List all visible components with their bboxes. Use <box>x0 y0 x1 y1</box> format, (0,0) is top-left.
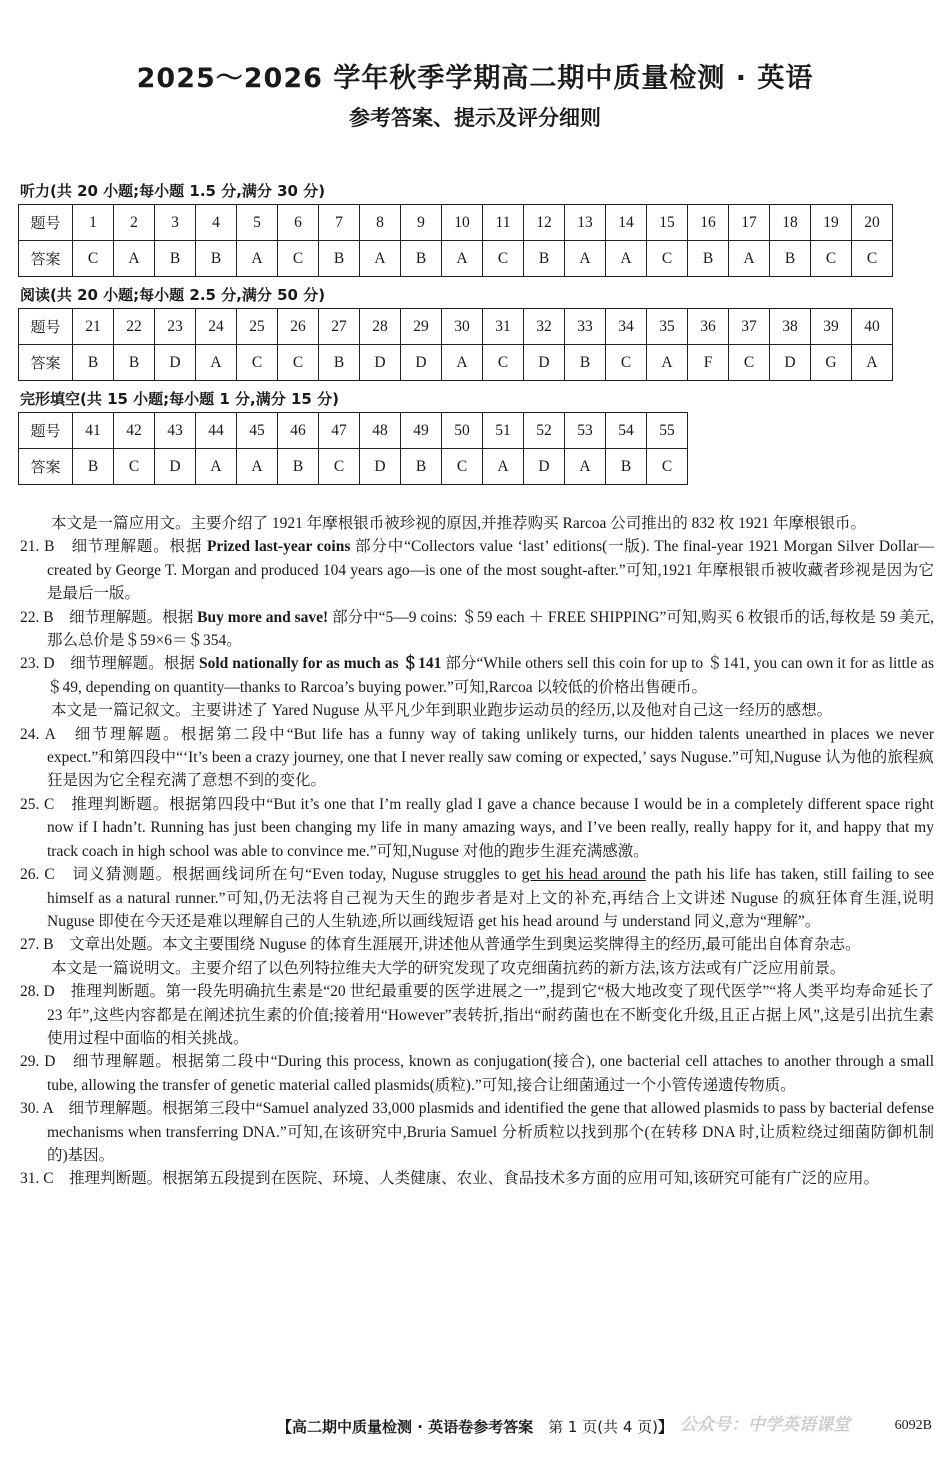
answer-cell: D <box>524 449 565 485</box>
question-number-cell: 6 <box>278 205 319 241</box>
question-number-cell: 17 <box>729 205 770 241</box>
question-number-cell: 43 <box>155 413 196 449</box>
question-number-cell: 5 <box>237 205 278 241</box>
answer-cell: C <box>729 345 770 381</box>
question-number-cell: 51 <box>483 413 524 449</box>
answer-cell: A <box>565 449 606 485</box>
bold-phrase: Prized last-year coins <box>206 538 351 556</box>
question-number-cell: 1 <box>73 205 114 241</box>
answer-cell: D <box>360 345 401 381</box>
answer-cell: A <box>360 241 401 277</box>
answer-cell: B <box>319 241 360 277</box>
answer-cell: A <box>237 449 278 485</box>
answer-cell: D <box>770 345 811 381</box>
answer-cell: C <box>647 241 688 277</box>
answer-cell: B <box>524 241 565 277</box>
answer-cell: C <box>278 241 319 277</box>
answer-cell: G <box>811 345 852 381</box>
question-number-cell: 11 <box>483 205 524 241</box>
answer-table-reading <box>18 308 893 381</box>
answer-cell: A <box>852 345 893 381</box>
answer-cell: B <box>606 449 647 485</box>
question-number-cell: 4 <box>196 205 237 241</box>
explanations <box>20 512 934 1191</box>
question-number-cell: 20 <box>852 205 893 241</box>
passage-intro-b: 本文是一篇记叙文。主要讲述了 Yared Nuguse 从平凡少年到职业跑步运动员的经历,以及他对自己这一经历的感想。 <box>51 702 833 720</box>
section-heading-reading: 阅读(共 20 小题;每小题 2.5 分,满分 50 分) <box>20 286 326 304</box>
answer-cell: C <box>73 241 114 277</box>
answer-cell: B <box>565 345 606 381</box>
answer-cell: C <box>319 449 360 485</box>
question-number-cell: 21 <box>73 309 114 345</box>
watermark: 公众号：中学英语课堂 <box>680 1415 850 1435</box>
row-label: 答案 <box>19 345 73 381</box>
answer-cell: B <box>688 241 729 277</box>
question-number-cell: 3 <box>155 205 196 241</box>
answer-cell: A <box>647 345 688 381</box>
answer-cell: C <box>811 241 852 277</box>
question-number-cell: 38 <box>770 309 811 345</box>
section-heading-listening: 听力(共 20 小题;每小题 1.5 分,满分 30 分) <box>20 182 326 200</box>
answer-cell: D <box>155 449 196 485</box>
question-number-cell: 41 <box>73 413 114 449</box>
question-number-cell: 16 <box>688 205 729 241</box>
question-number-cell: 7 <box>319 205 360 241</box>
question-number-cell: 42 <box>114 413 155 449</box>
page-subtitle: 参考答案、提示及评分细则 <box>349 106 601 130</box>
explanation-29: 29. D 细节理解题。根据第二段中“During this process, known as conjugation(接合), one bacterial cell attaches to another through a small tube, allowing the transfer of genetic material called plasmids(质粒).”可知,接合让细菌通过一个小管传递遗传物质。 <box>20 1053 934 1094</box>
answer-cell: B <box>770 241 811 277</box>
answer-row <box>19 449 688 485</box>
question-number-cell: 22 <box>114 309 155 345</box>
answer-cell: B <box>278 449 319 485</box>
question-number-cell: 9 <box>401 205 442 241</box>
question-number-cell: 34 <box>606 309 647 345</box>
question-number-cell: 39 <box>811 309 852 345</box>
question-number-cell: 53 <box>565 413 606 449</box>
answer-cell: B <box>73 449 114 485</box>
question-number-cell: 2 <box>114 205 155 241</box>
question-number-cell: 26 <box>278 309 319 345</box>
bold-phrase: Sold nationally for as much as ＄141 <box>198 655 442 673</box>
answer-cell: C <box>237 345 278 381</box>
question-number-cell: 8 <box>360 205 401 241</box>
answer-cell: C <box>442 449 483 485</box>
question-number-cell: 35 <box>647 309 688 345</box>
question-number-cell: 24 <box>196 309 237 345</box>
page-footer: 【高二期中质量检测 · 英语卷参考答案 第 1 页(共 4 页)】 <box>276 1418 674 1436</box>
question-number-cell: 15 <box>647 205 688 241</box>
question-number-cell: 44 <box>196 413 237 449</box>
answer-cell: A <box>442 241 483 277</box>
question-number-cell: 48 <box>360 413 401 449</box>
question-number-cell: 31 <box>483 309 524 345</box>
answer-table-listening <box>18 204 893 277</box>
explanation-25: 25. C 推理判断题。根据第四段中“But it’s one that I’m really glad I gave a chance because I would be in a completely different space right now if I hadn’t. Running has just been changing my life in many amazing ways, and I’ve been really, really happy for it, and happy that my track coach in high school was able to convince me.”可知,Nuguse 对他的跑步生涯充满感激。 <box>20 795 934 860</box>
answer-cell: A <box>114 241 155 277</box>
answer-cell: A <box>442 345 483 381</box>
answer-table-cloze <box>18 412 688 485</box>
answer-cell: C <box>483 241 524 277</box>
row-label: 题号 <box>19 205 73 241</box>
question-number-cell: 46 <box>278 413 319 449</box>
question-number-cell: 49 <box>401 413 442 449</box>
answer-cell: B <box>401 241 442 277</box>
question-number-cell: 52 <box>524 413 565 449</box>
question-number-cell: 12 <box>524 205 565 241</box>
answer-cell: C <box>852 241 893 277</box>
answer-cell: A <box>237 241 278 277</box>
explanation-21: 21. B 细节理解题。根据 Prized last-year coins 部分中“Collectors value ‘last’ editions(一版). The final-year 1921 Morgan Silver Dollar—created by George T. Morgan and produced 104 years ago—is one of the most sought-after.”可知,1921 年摩根银币被收藏者珍视是因为它是最后一版。 <box>20 538 935 603</box>
question-number-cell: 37 <box>729 309 770 345</box>
answer-cell: A <box>606 241 647 277</box>
answer-cell: A <box>196 345 237 381</box>
answer-row <box>19 241 893 277</box>
question-number-row <box>19 309 893 345</box>
question-number-cell: 36 <box>688 309 729 345</box>
row-label: 答案 <box>19 241 73 277</box>
passage-intro-a: 本文是一篇应用文。主要介绍了 1921 年摩根银币被珍视的原因,并推荐购买 Rarcoa 公司推出的 832 枚 1921 年摩根银币。 <box>51 515 867 532</box>
answer-cell: B <box>401 449 442 485</box>
answer-cell: F <box>688 345 729 381</box>
answer-cell: A <box>483 449 524 485</box>
question-number-cell: 25 <box>237 309 278 345</box>
question-number-cell: 14 <box>606 205 647 241</box>
question-number-cell: 32 <box>524 309 565 345</box>
question-number-cell: 27 <box>319 309 360 345</box>
question-number-cell: 47 <box>319 413 360 449</box>
question-number-cell: 55 <box>647 413 688 449</box>
answer-row <box>19 345 893 381</box>
question-number-cell: 13 <box>565 205 606 241</box>
question-number-cell: 10 <box>442 205 483 241</box>
explanation-28: 28. D 推理判断题。第一段先明确抗生素是“20 世纪最重要的医学进展之一”,提到它“极大地改变了现代医学”“将人类平均寿命延长了 23 年”,这些内容都是在阐述抗生素的价值;接着用“However”表转折,指出“耐药菌也在不断变化升级,且正占据上风”,这是引出抗生素使用过程中面临的相关挑战。 <box>20 983 934 1047</box>
answer-cell: D <box>401 345 442 381</box>
section-heading-cloze: 完形填空(共 15 小题;每小题 1 分,满分 15 分) <box>20 390 339 408</box>
answer-cell: B <box>319 345 360 381</box>
answer-cell: B <box>73 345 114 381</box>
explanation-30: 30. A 细节理解题。根据第三段中“Samuel analyzed 33,000 plasmids and identified the gene that allowed plasmids to pass by bacterial defense mechanisms when transferring DNA.”可知,在该研究中,Bruria Samuel 分析质粒以找到那个(在转移 DNA 时,让质粒绕过细菌防御机制的)基因。 <box>20 1100 934 1164</box>
question-number-cell: 19 <box>811 205 852 241</box>
question-number-row <box>19 413 688 449</box>
answer-cell: D <box>524 345 565 381</box>
bold-phrase: Buy more and save! <box>197 608 329 626</box>
question-number-cell: 45 <box>237 413 278 449</box>
paper-code: 6092B <box>894 1418 932 1433</box>
explanation-22: 22. B 细节理解题。根据 Buy more and save! 部分中“5—9 coins: ＄59 each ＋ FREE SHIPPING”可知,购买 6 枚银币的话,每枚是 59 美元,那么总价是＄59×6＝＄354。 <box>20 608 934 650</box>
question-number-cell: 40 <box>852 309 893 345</box>
question-number-cell: 50 <box>442 413 483 449</box>
page-title: 2025～2026 学年秋季学期高二期中质量检测 · 英语 <box>136 63 814 94</box>
answer-cell: D <box>155 345 196 381</box>
question-number-row <box>19 205 893 241</box>
question-number-cell: 18 <box>770 205 811 241</box>
question-number-cell: 29 <box>401 309 442 345</box>
answer-cell: D <box>360 449 401 485</box>
page-number: 第 1 页(共 4 页) <box>548 1418 658 1436</box>
answer-cell: B <box>196 241 237 277</box>
explanation-27: 27. B 文章出处题。本文主要围绕 Nuguse 的体育生涯展开,讲述他从普通学生到奥运奖牌得主的经历,最可能出自体育杂志。 <box>20 936 861 954</box>
answer-cell: C <box>647 449 688 485</box>
answer-cell: C <box>114 449 155 485</box>
underlined-phrase: get his head around <box>521 866 646 884</box>
row-label: 答案 <box>19 449 73 485</box>
answer-cell: C <box>606 345 647 381</box>
question-number-cell: 33 <box>565 309 606 345</box>
answer-cell: B <box>114 345 155 381</box>
explanation-31: 31. C 推理判断题。根据第五段提到在医院、环境、人类健康、农业、食品技术多方面的应用可知,该研究可能有广泛的应用。 <box>20 1170 879 1188</box>
answer-cell: A <box>565 241 606 277</box>
explanation-24: 24. A 细节理解题。根据第二段中“But life has a funny way of taking unlikely turns, our hidden talents unearthed in places we never expect.”和第四段中“‘It’s been a crazy journey, one that I never really saw coming or expected,’ says Nuguse.”可知,Nuguse 认为他的旅程疯狂是因为它全程充满了意想不到的变化。 <box>20 725 934 790</box>
question-number-cell: 23 <box>155 309 196 345</box>
answer-cell: C <box>278 345 319 381</box>
question-number-cell: 28 <box>360 309 401 345</box>
question-number-cell: 54 <box>606 413 647 449</box>
answer-cell: A <box>729 241 770 277</box>
explanation-26: 26. C 词义猜测题。根据画线词所在句“Even today, Nuguse struggles to get his head around the path his life has taken, still failing to see himself as a natural runner.”可知,仍无法将自己视为天生的跑步者是对上文的补充,再结合上文讲述 Nuguse 的疯狂体育生涯,说明 Nuguse 即使在今天还是难以理解自己的人生轨迹,所以画线短语 get his head around 与 understand 同义,意为“理解”。 <box>20 866 934 930</box>
explanation-23: 23. D 细节理解题。根据 Sold nationally for as much as ＄141 部分“While others sell this coin for up to ＄141, you can own it for as little as ＄49, depending on quantity—thanks to Rarcoa’s buying power.”可知,Rarcoa 以较低的价格出售硬币。 <box>20 655 934 696</box>
answer-cell: B <box>155 241 196 277</box>
passage-intro-c: 本文是一篇说明文。主要介绍了以色列特拉维夫大学的研究发现了攻克细菌抗药的新方法,该方法或有广泛应用前景。 <box>51 959 846 977</box>
row-label: 题号 <box>19 413 73 449</box>
answer-cell: A <box>196 449 237 485</box>
answer-cell: C <box>483 345 524 381</box>
row-label: 题号 <box>19 309 73 345</box>
question-number-cell: 30 <box>442 309 483 345</box>
